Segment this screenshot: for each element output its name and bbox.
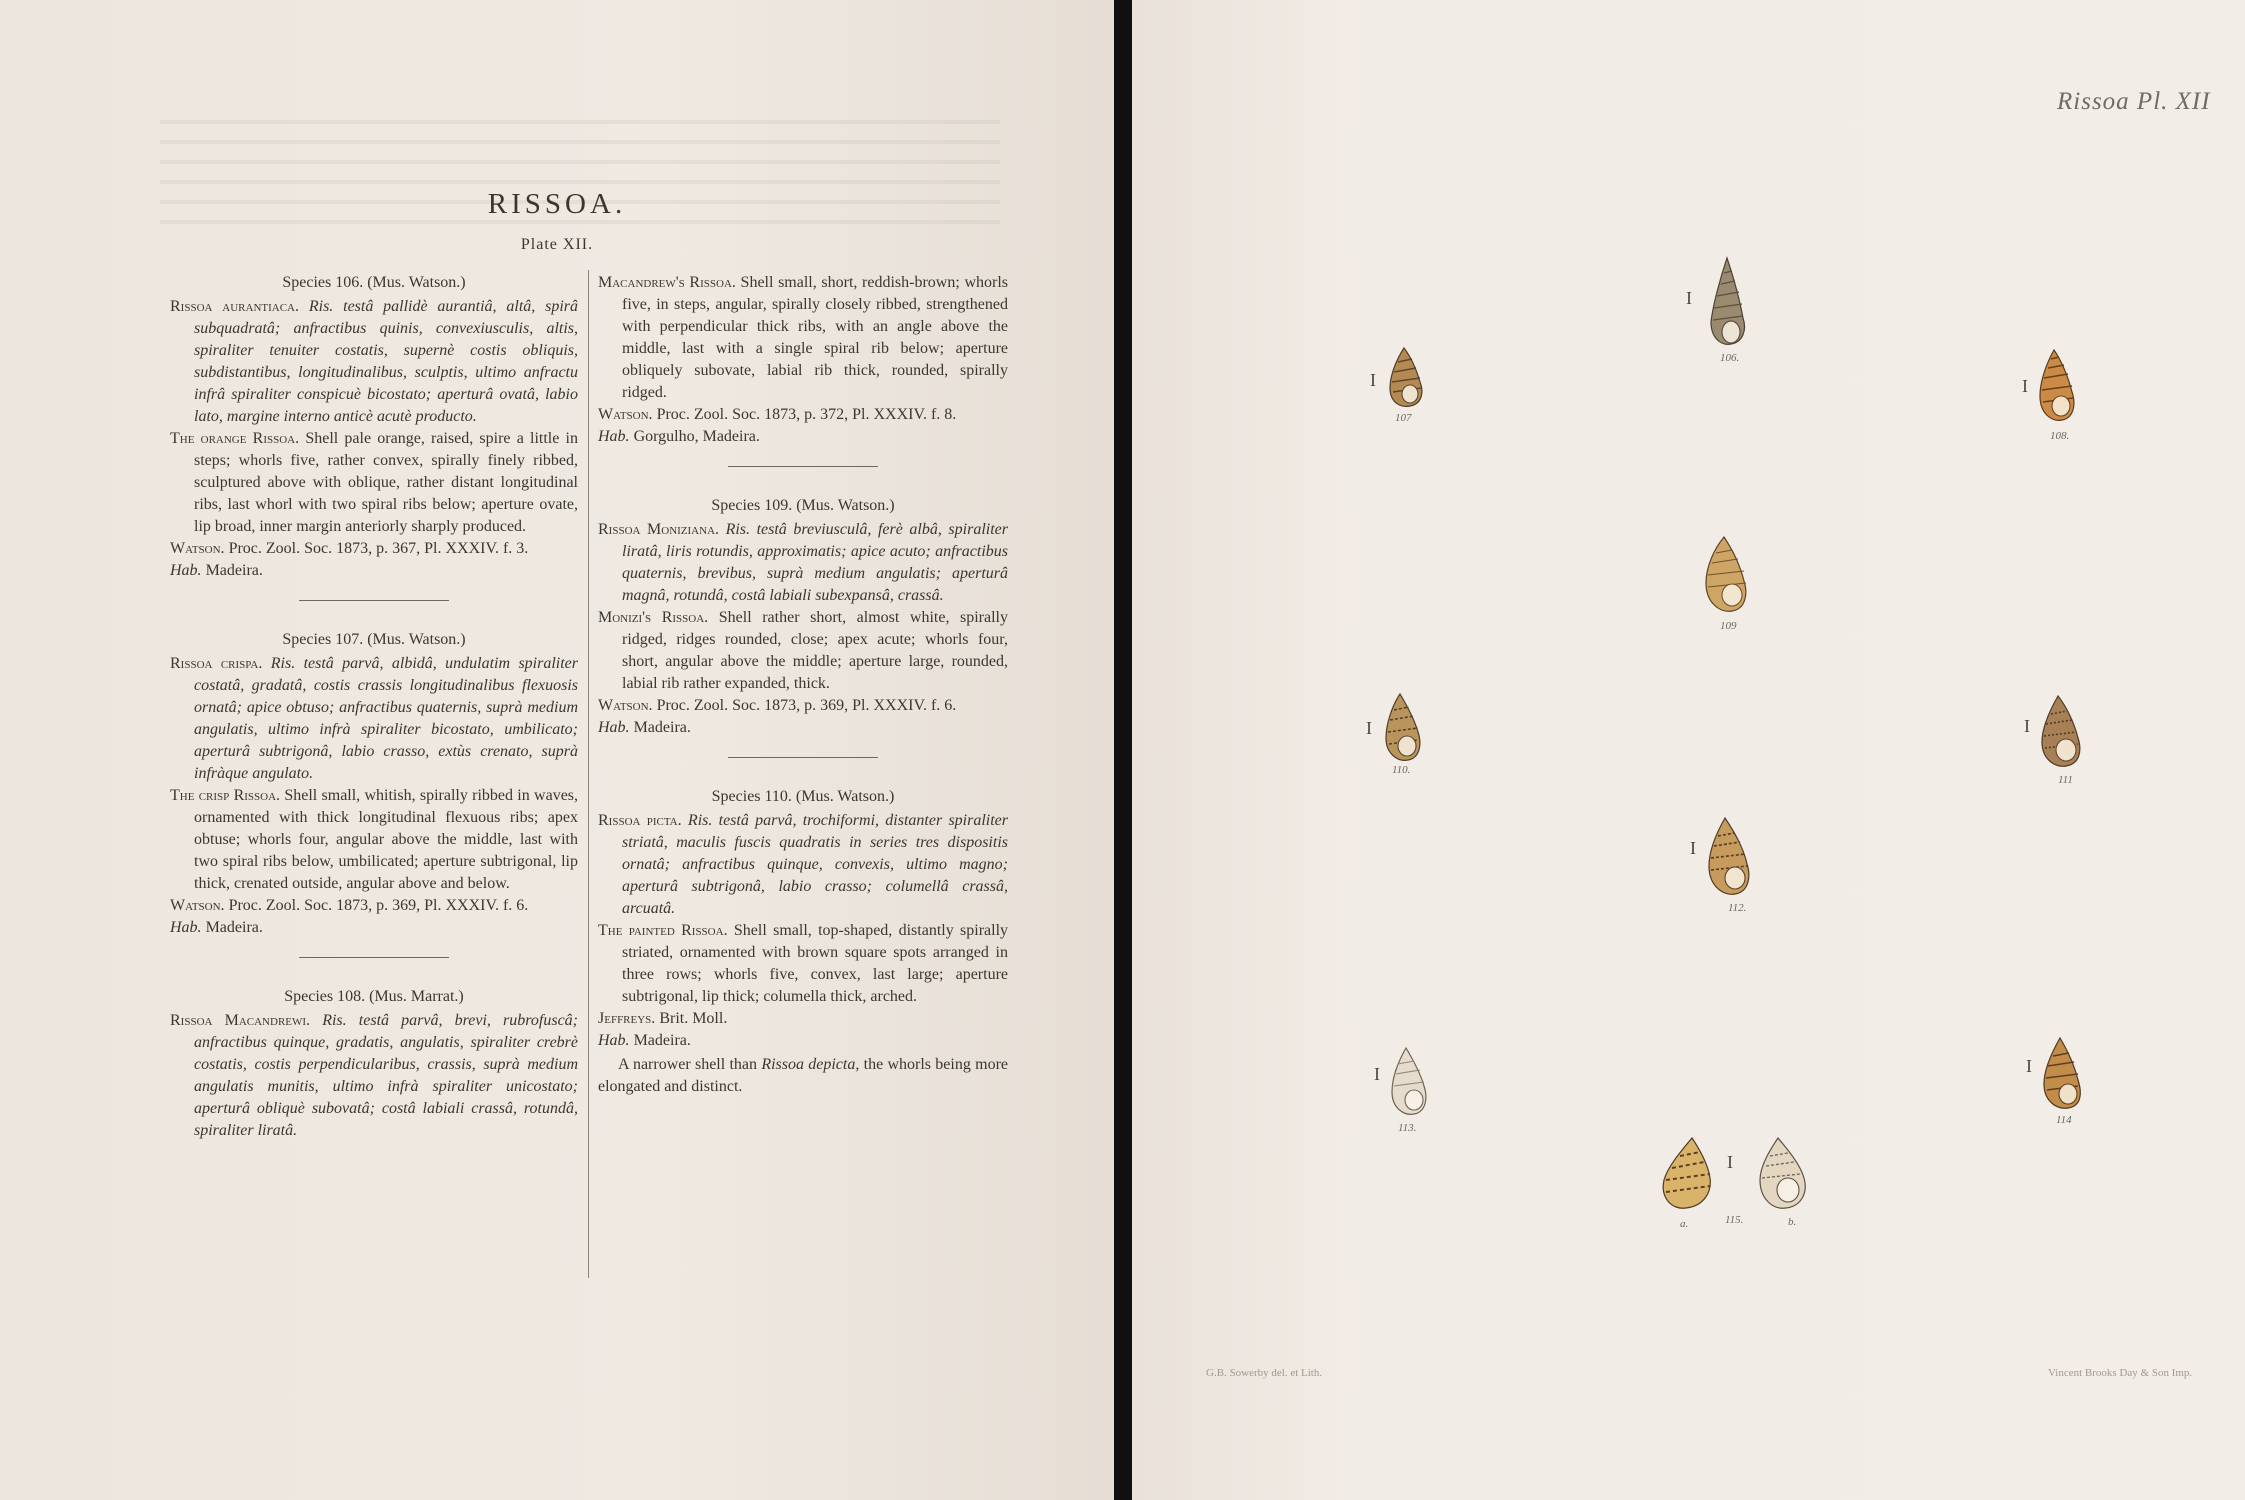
section-rule	[728, 466, 878, 467]
habitat-place: Gorgulho, Madeira.	[633, 428, 760, 445]
species-header: Species 109. (Mus. Watson.)	[711, 497, 895, 514]
species-header: Species 108. (Mus. Marrat.)	[284, 988, 464, 1005]
shell-106-illustration	[1703, 256, 1751, 348]
habitat-label: Hab.	[170, 562, 202, 579]
habitat	[598, 426, 1008, 448]
reference-text: Proc. Zool. Soc. 1873, p. 369, Pl. XXXIV. f. 6.	[656, 697, 957, 714]
shell-112-illustration	[1703, 816, 1755, 898]
reference-author: Watson.	[598, 697, 653, 714]
english-description	[598, 272, 1008, 404]
reference-text: Brit. Moll.	[659, 1010, 728, 1027]
english-description	[170, 785, 578, 895]
english-description	[598, 920, 1008, 1008]
figure-label-115b: b.	[1788, 1216, 1797, 1228]
right-column	[598, 272, 1008, 1098]
page-title: RISSOA.	[487, 188, 627, 220]
figure-label-113: 113.	[1398, 1122, 1417, 1134]
scale-mark: I	[2022, 376, 2028, 396]
left-column	[170, 272, 578, 1142]
english-text: Shell small, top-shaped, distantly spirally striated, ornamented with brown square spots arranged in three rows; whorls five, convex, last large; aperture subtrigonal, lip thick; columella thick, arched.	[622, 922, 1009, 1005]
species-header: Species 110. (Mus. Watson.)	[711, 788, 895, 805]
habitat	[170, 917, 578, 939]
latin-description	[170, 296, 578, 428]
scale-mark: I	[2026, 1056, 2032, 1076]
section-rule	[299, 600, 449, 601]
section-rule	[728, 757, 878, 758]
english-text: Shell small, short, reddish-brown; whorls five, in steps, angular, spirally closely ribbed, strengthened with perpendicular thick ribs, with an angle above the middle, last with a single spiral rib below; aperture obliquely subovate, labial rib thick, rounded, spirally ridged.	[622, 274, 1008, 401]
figure-label-109: 109	[1720, 620, 1737, 632]
section-rule	[299, 957, 449, 958]
habitat-label: Hab.	[170, 919, 202, 936]
reference-text: Proc. Zool. Soc. 1873, p. 372, Pl. XXXIV. f. 8.	[656, 406, 957, 423]
english-description	[598, 607, 1008, 695]
figure-label-115: 115.	[1725, 1214, 1744, 1226]
habitat-label: Hab.	[598, 719, 630, 736]
latin-text: Ris. testâ parvâ, trochiformi, distanter spiraliter striatâ, maculis fuscis quadratis in series tres dispositis ornatâ; anfractibus quinque, convexis, ultimo magno; aperturâ subtrigonâ, labio crasso; columellâ crassâ, arcuatâ.	[622, 812, 1009, 917]
artist-credit: G.B. Sowerby del. et Lith.	[1206, 1367, 1323, 1379]
printer-credit: Vincent Brooks Day & Son Imp.	[2048, 1367, 2193, 1379]
shell-115a-illustration	[1658, 1136, 1716, 1212]
reference	[598, 1008, 1008, 1030]
plate-label: Plate XII.	[520, 236, 594, 253]
figure-label-112: 112.	[1728, 902, 1747, 914]
shell-108-illustration	[2034, 348, 2080, 424]
figure-label-108: 108.	[2050, 430, 2070, 442]
reference-author: Watson.	[170, 540, 225, 557]
running-head: Rissoa Pl. XII	[2057, 88, 2211, 115]
column-divider	[588, 270, 589, 1278]
shell-113-illustration	[1386, 1046, 1432, 1118]
latin-text: Ris. testâ parvâ, brevi, rubrofuscâ; anfractibus quinque, gradatis, angulatis, spiraliter crebrè costatis, costis perpendicularibus, crassis, suprà medium angulatis munitis, ultimo infrà spiraliter unicostato; aperturâ obliquè subovatâ; costâ labiali crassâ, rotundâ, spiraliter liratâ.	[194, 1012, 579, 1139]
reference-text: Proc. Zool. Soc. 1873, p. 369, Pl. XXXIV. f. 6.	[228, 897, 529, 914]
shell-109-illustration	[1700, 535, 1752, 615]
shell-111-illustration	[2036, 694, 2086, 770]
book-gutter	[1114, 0, 1132, 1500]
latin-description	[170, 1010, 578, 1142]
habitat	[598, 717, 1008, 739]
figure-label-111: 111	[2058, 774, 2073, 786]
latin-description	[598, 519, 1008, 607]
figure-label-114: 114	[2056, 1114, 2072, 1126]
reference	[598, 695, 1008, 717]
latin-name: Rissoa Moniziana.	[598, 521, 720, 538]
reference	[170, 538, 578, 560]
english-name: The crisp Rissoa.	[170, 787, 281, 804]
habitat-label: Hab.	[598, 1032, 630, 1049]
species-header: Species 106. (Mus. Watson.)	[282, 274, 466, 291]
latin-name: Rissoa crispa.	[170, 655, 263, 672]
english-text: Shell small, whitish, spirally ribbed in waves, ornamented with thick longitudinal flexuous ribs; apex obtuse; whorls four, angular above the middle, last with two spiral ribs below, umbilicated; aperture subtrigonal, lip thick, crenated outside, angular above and below.	[194, 787, 579, 892]
note-text: the whorls being more elongated and distinct.	[598, 1056, 1009, 1095]
reference-author: Watson.	[598, 406, 653, 423]
note-text: A narrower shell than	[618, 1056, 758, 1073]
latin-text: Ris. testâ breviusculâ, ferè albâ, spiraliter liratâ, liris rotundis, approximatis; apice acuto; anfractibus quaternis, brevibus, suprà medium angulatis; aperturâ magnâ, rotundâ, costâ labiali subexpansâ, crassâ.	[622, 521, 1008, 604]
reference	[170, 895, 578, 917]
english-name: Monizi's Rissoa.	[598, 609, 709, 626]
reference-author: Jeffreys.	[598, 1010, 656, 1027]
figure-label-107: 107	[1395, 412, 1412, 424]
english-name: The orange Rissoa.	[170, 430, 300, 447]
scale-mark: I	[1366, 718, 1372, 738]
latin-description	[598, 810, 1008, 920]
species-note	[598, 1054, 1008, 1098]
latin-name: Rissoa Macandrewi.	[170, 1012, 311, 1029]
english-text: Shell rather short, almost white, spirally ridged, ridges rounded, close; apex acute; whorls four, short, angular above the middle; aperture large, rounded, labial rib rather expanded, thick.	[622, 609, 1008, 692]
english-text: Shell pale orange, raised, spire a little in steps; whorls five, rather convex, spirally finely ribbed, sculptured above with oblique, rather distant longitudinal ribs, last whorl with two spiral ribs below; aperture ovate, lip broad, inner margin anteriorly sharply produced.	[194, 430, 579, 535]
english-name: Macandrew's Rissoa.	[598, 274, 736, 291]
latin-text: Ris. testâ parvâ, albidâ, undulatim spiraliter costatâ, gradatâ, costis crassis longitudinalibus flexuosis ornatâ; apice obtuso; anfractibus quaternis, suprà medium angulatis, ultimo infrà spiraliter bicostato, umbilicato; aperturâ subtrigonâ, labio crasso, extùs crenato, suprà infràque angulato.	[194, 655, 579, 782]
scale-mark: I	[1727, 1152, 1733, 1172]
latin-description	[170, 653, 578, 785]
reference-author: Watson.	[170, 897, 225, 914]
habitat-place: Madeira.	[633, 1032, 691, 1049]
english-name: The painted Rissoa.	[598, 922, 728, 939]
figure-label-110: 110.	[1392, 764, 1411, 776]
habitat-place: Madeira.	[205, 919, 263, 936]
shell-110-illustration	[1380, 692, 1426, 764]
habitat	[598, 1030, 1008, 1052]
figure-label-106: 106.	[1720, 352, 1740, 364]
english-description	[170, 428, 578, 538]
scale-mark: I	[1686, 288, 1692, 308]
shell-114-illustration	[2038, 1036, 2086, 1112]
note-species: Rissoa depicta,	[761, 1056, 860, 1073]
shell-107-illustration	[1384, 346, 1428, 410]
reference-text: Proc. Zool. Soc. 1873, p. 367, Pl. XXXIV. f. 3.	[228, 540, 529, 557]
scale-mark: I	[1370, 370, 1376, 390]
latin-name: Rissoa aurantiaca.	[170, 298, 300, 315]
species-header: Species 107. (Mus. Watson.)	[282, 631, 466, 648]
latin-name: Rissoa picta.	[598, 812, 682, 829]
figure-label-115a: a.	[1680, 1218, 1689, 1230]
reference	[598, 404, 1008, 426]
scale-mark: I	[2024, 716, 2030, 736]
habitat-label: Hab.	[598, 428, 630, 445]
scale-mark: I	[1690, 838, 1696, 858]
shell-115b-illustration	[1754, 1136, 1812, 1212]
scale-mark: I	[1374, 1064, 1380, 1084]
habitat-place: Madeira.	[205, 562, 263, 579]
habitat	[170, 560, 578, 582]
latin-text: Ris. testâ pallidè aurantiâ, altâ, spirâ subquadratâ; anfractibus quinis, convexiusculis, altis, spiraliter tenuiter costatis, supernè costis obliquis, subdistantibus, longitudinalibus, sculptis, ultimo anfractu infrâ spiraliter conspicuè bicostato; aperturâ ovatâ, labio lato, margine interno anticè acutè producto.	[194, 298, 578, 425]
habitat-place: Madeira.	[633, 719, 691, 736]
